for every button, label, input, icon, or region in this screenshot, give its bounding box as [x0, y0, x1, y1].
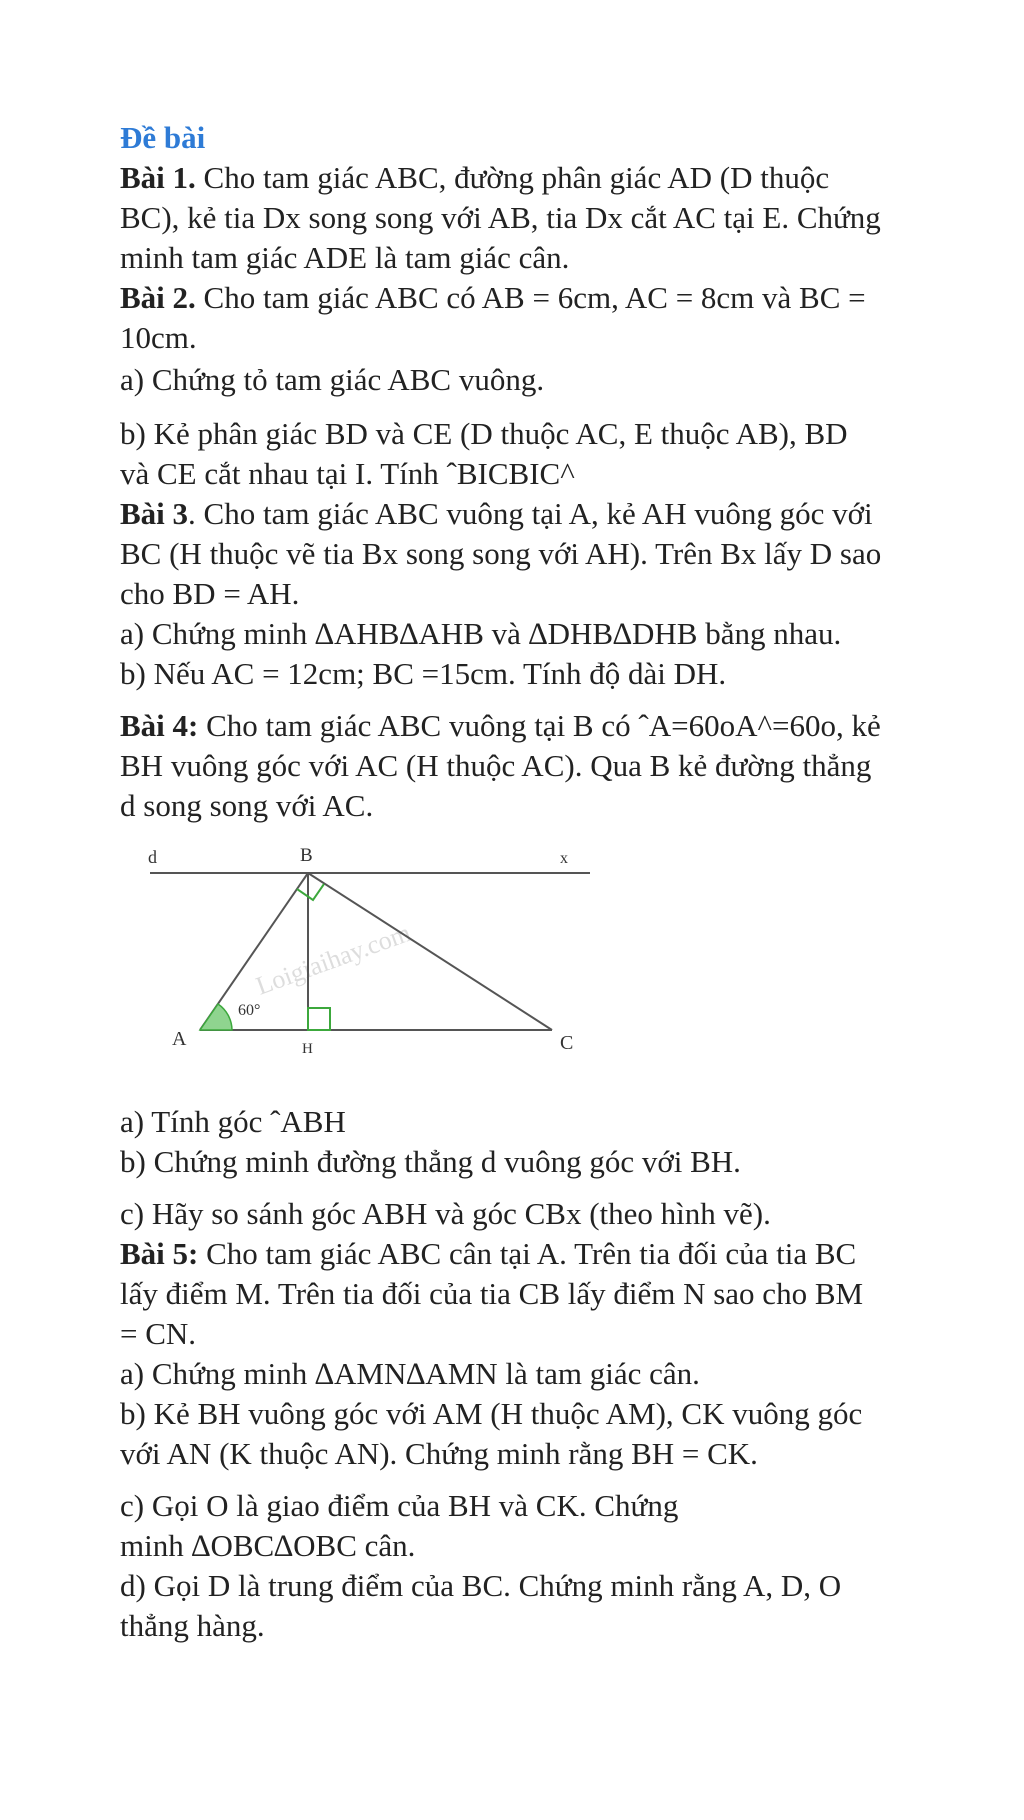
label-d: d [148, 847, 157, 867]
bai-3-label: Bài 3 [120, 496, 189, 531]
bai-5-part-b-line-1: b) Kẻ BH vuông góc với AM (H thuộc AM), CK vuông góc [120, 1396, 863, 1431]
geometry-figure [130, 845, 600, 1080]
bai-4-part-a: a) Tính góc ˆABH [120, 1104, 346, 1139]
bai-5-label: Bài 5: [120, 1236, 199, 1271]
bai-5-part-b-line-2: với AN (K thuộc AN). Chứng minh rằng BH = CK. [120, 1436, 758, 1471]
bai-4-line-2: BH vuông góc với AC (H thuộc AC). Qua B kẻ đường thẳng [120, 748, 872, 783]
bai-3-part-a: a) Chứng minh ∆AHB∆AHB và ∆DHB∆DHB bằng nhau. [120, 616, 842, 651]
bai-2-part-b-line-2: và CE cắt nhau tại I. Tính ˆBICBIC^ [120, 456, 575, 491]
bai-1-text: Cho tam giác ABC, đường phân giác AD (D thuộc [195, 160, 830, 195]
label-c: C [560, 1032, 574, 1054]
bai-4-text: Cho tam giác ABC vuông tại B có ˆA=60oA^=60o, kẻ [198, 708, 881, 743]
bai-4-label: Bài 4: [120, 708, 199, 743]
bai-1-line-3: minh tam giác ADE là tam giác cân. [120, 240, 570, 275]
bai-5-part-d-line-2: thẳng hàng. [120, 1608, 265, 1643]
label-b: B [300, 845, 313, 866]
bai-4-line-3: d song song với AC. [120, 788, 374, 823]
bai-2-line-1 [120, 278, 866, 318]
bai-3-line-2: BC (H thuộc vẽ tia Bx song song với AH). Trên Bx lấy D sao [120, 536, 882, 571]
bai-5-text: Cho tam giác ABC cân tại A. Trên tia đối của tia BC [198, 1236, 857, 1271]
right-angle-b-marker [297, 884, 324, 900]
watermark-text: Loigiaihay.com [252, 917, 415, 1001]
bai-5-line-2: lấy điểm M. Trên tia đối của tia CB lấy điểm N sao cho BM [120, 1276, 864, 1311]
bai-2-text: Cho tam giác ABC có AB = 6cm, AC = 8cm và BC = [195, 280, 866, 315]
bai-2-label: Bài 2. [120, 280, 196, 315]
bai-3-text: . Cho tam giác ABC vuông tại A, kẻ AH vuông góc với [188, 496, 873, 531]
label-x: x [560, 850, 568, 867]
bai-5-part-c-line-1: c) Gọi O là giao điểm của BH và CK. Chứng [120, 1488, 679, 1523]
bai-3-line-3: cho BD = AH. [120, 576, 300, 611]
bai-5-part-a: a) Chứng minh ∆AMN∆AMN là tam giác cân. [120, 1356, 700, 1391]
bai-2-line-2: 10cm. [120, 320, 197, 355]
angle-label: 60° [238, 1002, 261, 1019]
bai-5-line-1 [120, 1234, 856, 1274]
bai-1-line-2: BC), kẻ tia Dx song song với AB, tia Dx cắt AC tại E. Chứng [120, 200, 881, 235]
bai-4-part-c: c) Hãy so sánh góc ABH và góc CBx (theo hình vẽ). [120, 1196, 771, 1231]
bai-1-line-1 [120, 158, 829, 198]
label-a: A [172, 1028, 187, 1050]
bai-2-part-a: a) Chứng tỏ tam giác ABC vuông. [120, 362, 545, 397]
bai-4-part-b: b) Chứng minh đường thẳng d vuông góc với BH. [120, 1144, 741, 1179]
bai-5-part-c-line-2: minh ∆OBC∆OBC cân. [120, 1528, 416, 1563]
angle-a-marker [200, 1004, 232, 1030]
right-angle-h-marker [308, 1008, 330, 1030]
bai-1-label: Bài 1. [120, 160, 196, 195]
bai-5-part-d-line-1: d) Gọi D là trung điểm của BC. Chứng minh rằng A, D, O [120, 1568, 842, 1603]
bai-4-line-1 [120, 706, 881, 746]
label-h: H [302, 1041, 313, 1057]
bai-5-line-3: = CN. [120, 1316, 197, 1351]
triangle-diagram [130, 845, 600, 1080]
bai-3-part-b: b) Nếu AC = 12cm; BC =15cm. Tính độ dài DH. [120, 656, 727, 691]
bai-2-part-b-line-1: b) Kẻ phân giác BD và CE (D thuộc AC, E thuộc AB), BD [120, 416, 848, 451]
page-heading: Đề bài [120, 120, 206, 155]
bai-3-line-1 [120, 494, 873, 534]
